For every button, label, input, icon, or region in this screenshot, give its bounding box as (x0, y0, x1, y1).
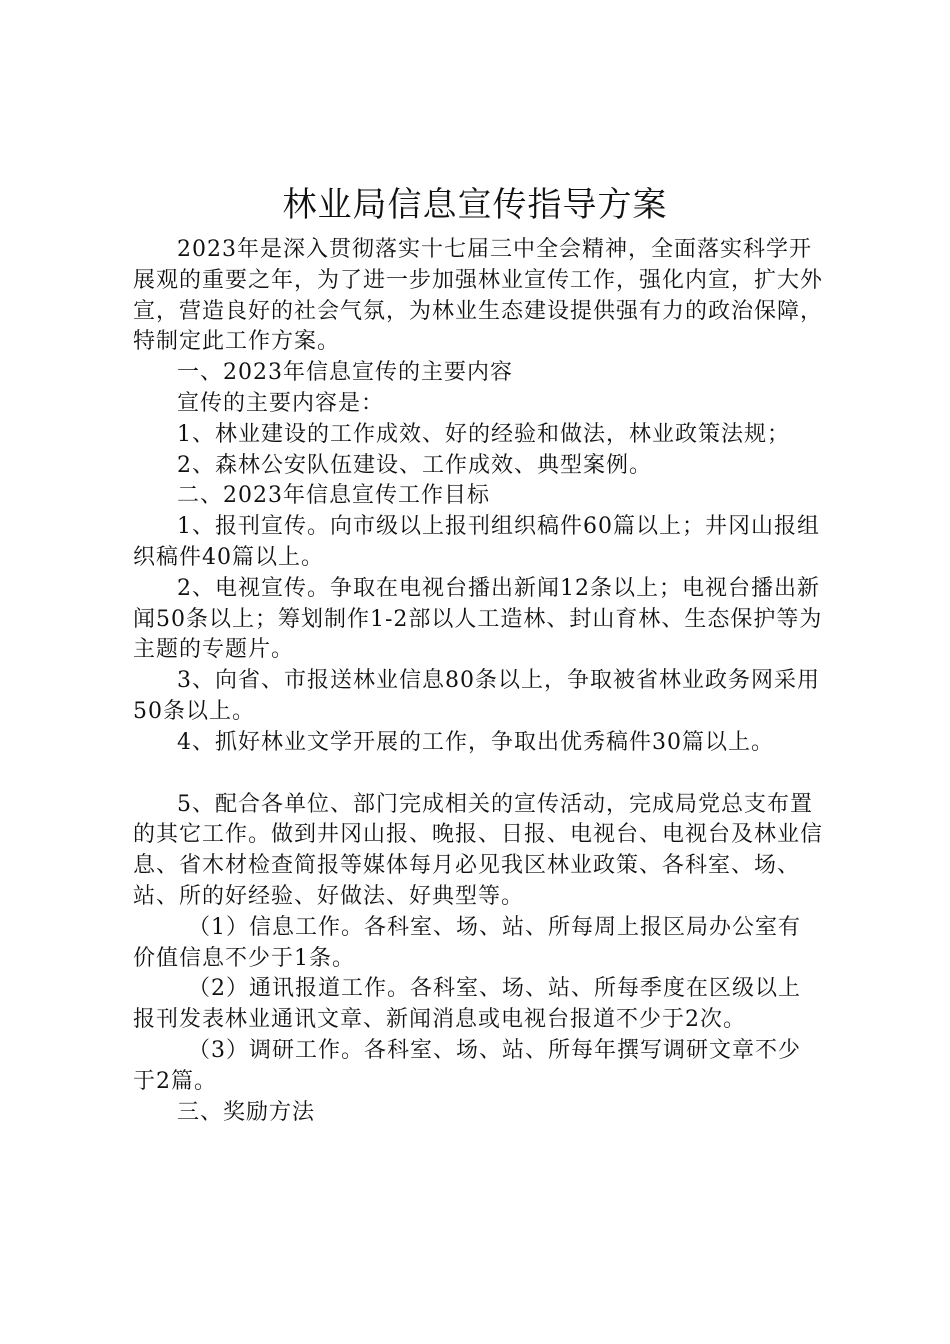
paragraph-goal-5: 5、配合各单位、部门完成相关的宣传活动，完成局党总支布置的其它工作。做到井冈山报、晚报、日报、电视台、电视台及林业信息、省木材检查简报等媒体每月必见我区林业政策、各科室、场、站、所的好经验、好做法、好典型等。 (133, 791, 824, 909)
paragraph-content-item-2: 2、森林公安队伍建设、工作成效、典型案例。 (177, 452, 652, 478)
paragraph-sub-item-1: （1）信息工作。各科室、场、站、所每周上报区局办公室有价值信息不少于1条。 (133, 914, 801, 971)
section-heading-1: 一、2023年信息宣传的主要内容 (177, 360, 513, 386)
paragraph-sub-item-2: （2）通讯报道工作。各科室、场、站、所每季度在区级以上报刊发表林业通讯文章、新闻消息或电视台报道不少于2次。 (133, 976, 801, 1033)
intro-paragraph: 2023年是深入贯彻落实十七届三中全会精神，全面落实科学开展观的重要之年，为了进一步加强林业宣传工作，强化内宣，扩大外宣，营造良好的社会气氛，为林业生态建设提供强有力的政治保障，特制定此工作方案。 (133, 237, 824, 355)
paragraph-main-content-intro: 宣传的主要内容是： (177, 390, 385, 416)
paragraph-goal-2: 2、电视宣传。争取在电视台播出新闻12条以上；电视台播出新闻50条以上；筹划制作1-2部以人工造林、封山育林、生态保护等为主题的专题片。 (133, 575, 823, 663)
paragraph-content-item-1: 1、林业建设的工作成效、好的经验和做法，林业政策法规； (177, 421, 790, 447)
paragraph-goal-4: 4、抓好林业文学开展的工作，争取出优秀稿件30篇以上。 (177, 729, 774, 755)
paragraph-sub-item-3: （3）调研工作。各科室、场、站、所每年撰写调研文章不少于2篇。 (133, 1037, 801, 1094)
paragraph-goal-3: 3、向省、市报送林业信息80条以上，争取被省林业政务网采用50条以上。 (133, 668, 820, 724)
section-heading-2: 二、2023年信息宣传工作目标 (177, 483, 490, 509)
blank-line (133, 759, 823, 790)
document-title: 林业局信息宣传指导方案 (282, 185, 668, 225)
paragraph-goal-1: 1、报刊宣传。向市级以上报刊组织稿件60篇以上；井冈山报组织稿件40篇以上。 (133, 514, 820, 570)
section-heading-3: 三、奖励方法 (177, 1099, 316, 1125)
document-body (133, 235, 823, 1128)
